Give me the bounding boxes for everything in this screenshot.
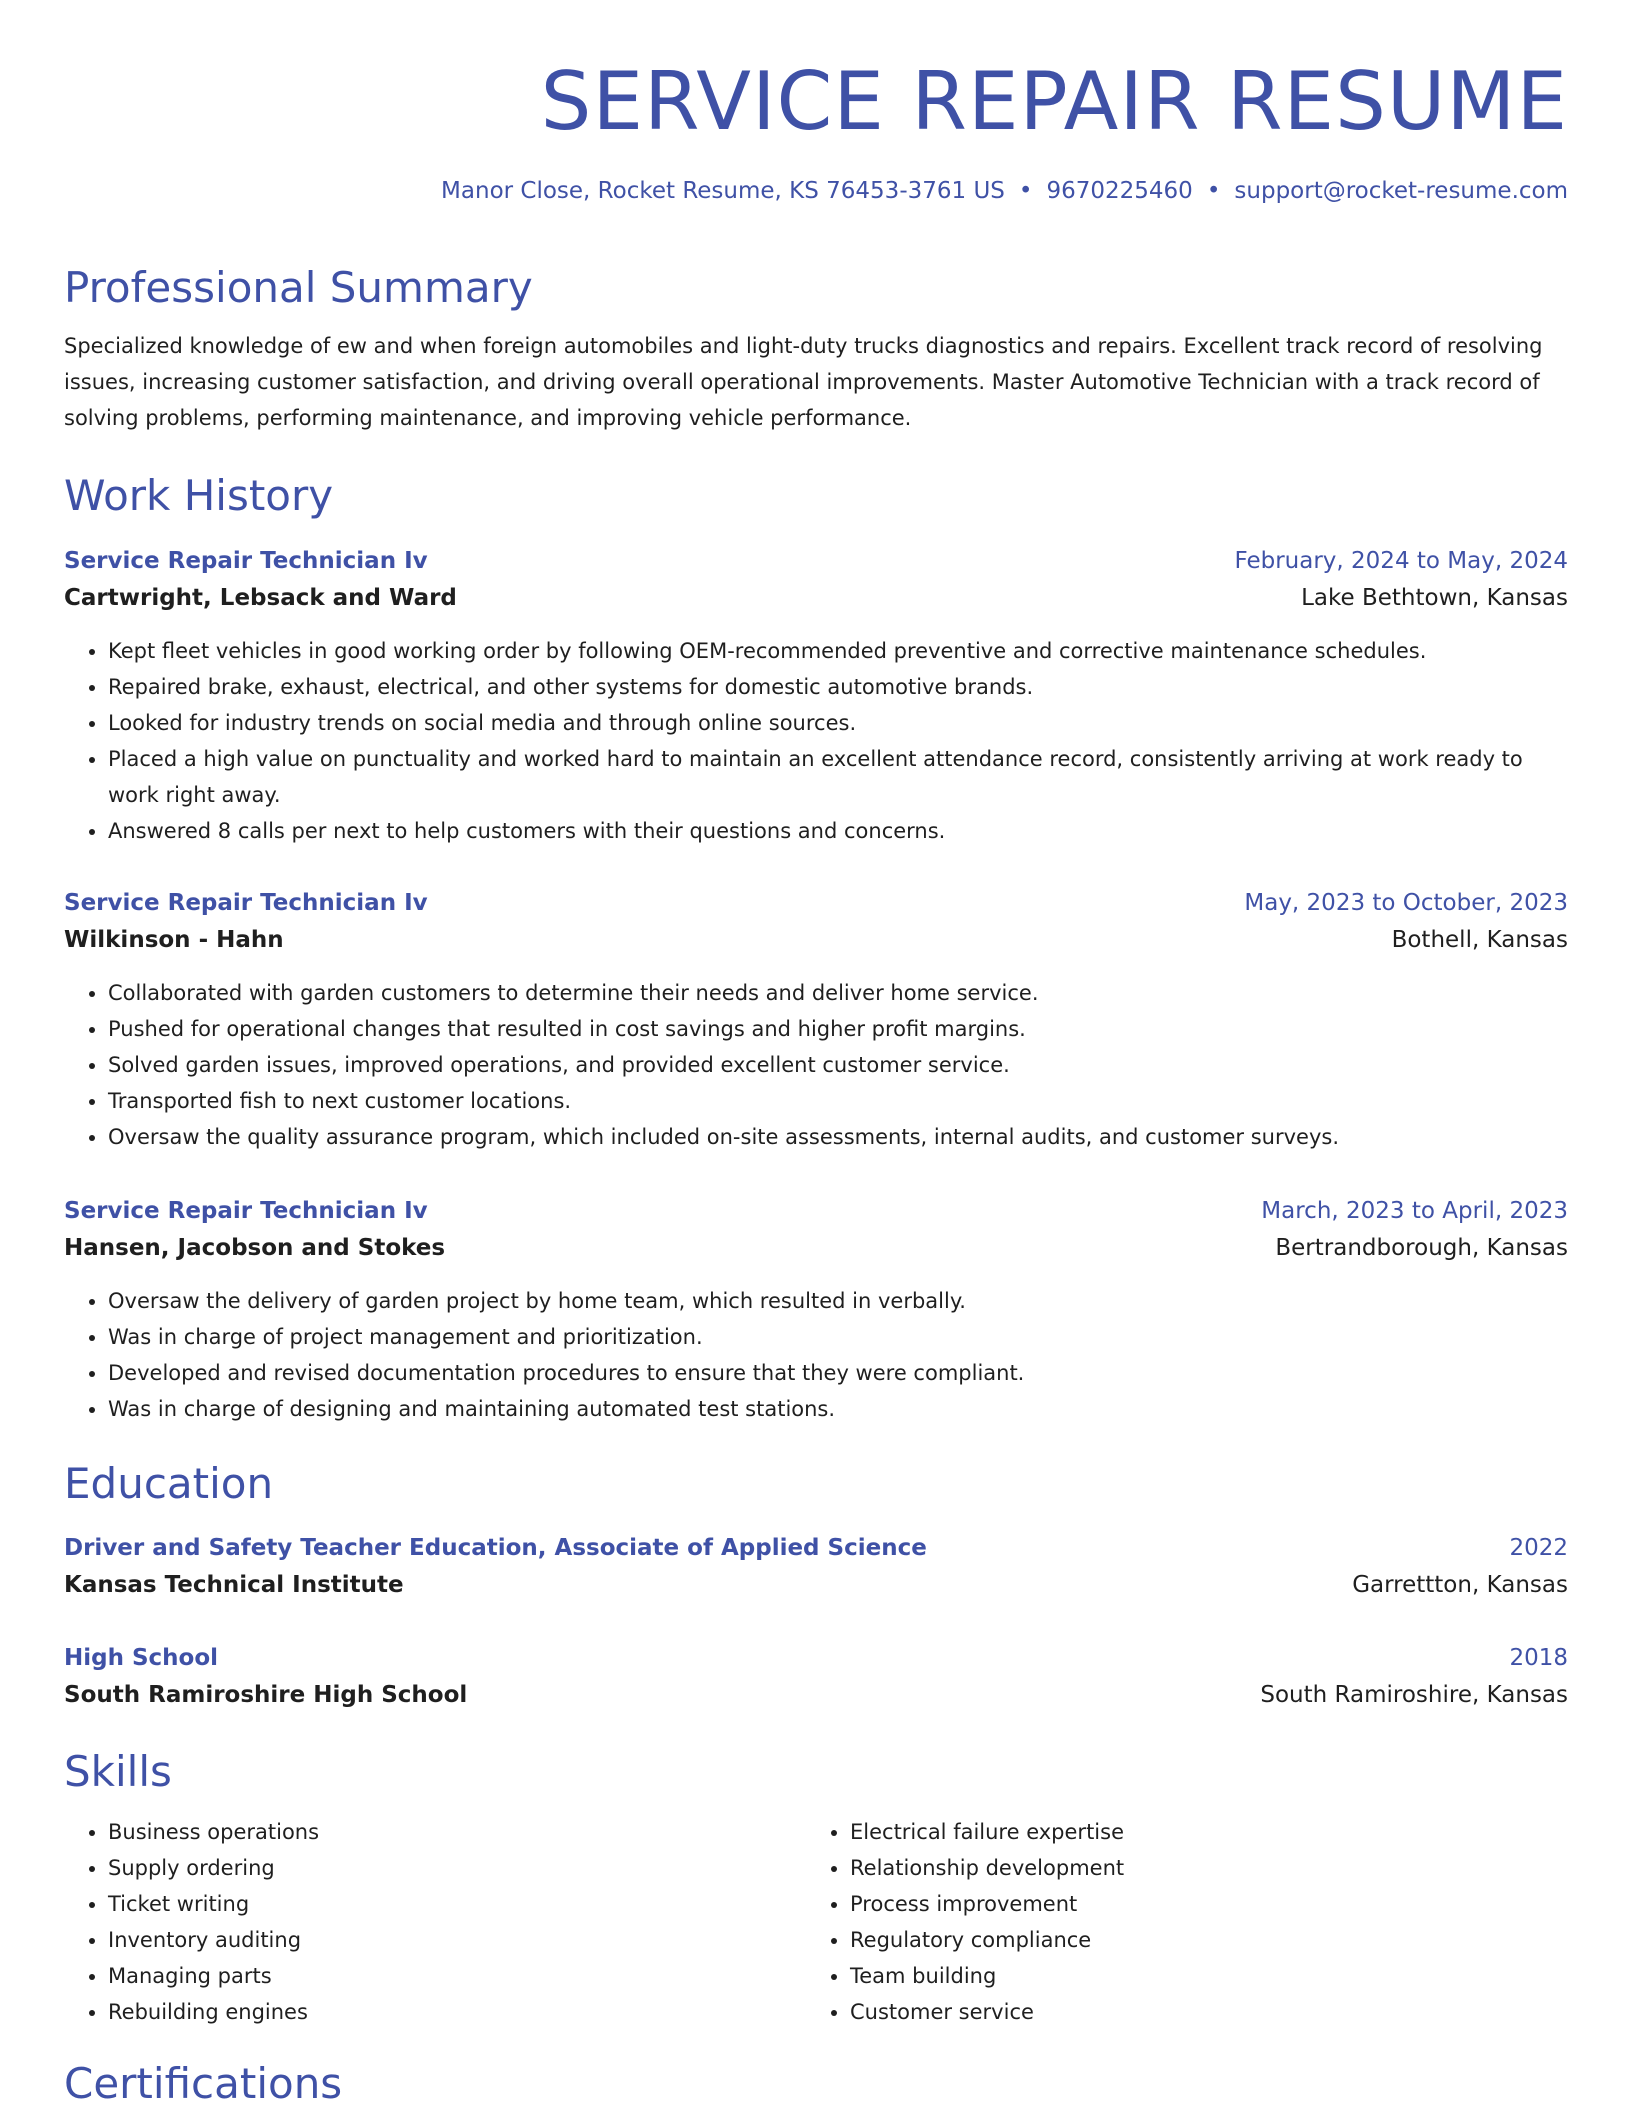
certifications-section: [64, 2058, 1568, 2110]
job-bullet: • Answered 8 calls per next to help customers with their questions and concerns.: [108, 813, 1568, 849]
job-bullets: [64, 975, 1568, 1155]
job-bullet: • Kept fleet vehicles in good working order by following OEM-recommended preventive and corrective maintenance schedules.: [108, 633, 1568, 669]
skill-item: • Managing parts: [108, 1958, 806, 1994]
job-bullet: • Placed a high value on punctuality and worked hard to maintain an excellent attendance record, consistently arriving at work ready to work right away.: [108, 741, 1568, 813]
job-dates: February, 2024 to May, 2024: [1234, 548, 1568, 574]
resume-header: [64, 0, 1568, 206]
education-school: Kansas Technical Institute: [64, 1572, 404, 1598]
skill-item: • Business operations: [108, 1814, 806, 1850]
job-company: Cartwright, Lebsack and Ward: [64, 585, 457, 611]
job-role: Service Repair Technician Iv: [64, 548, 428, 574]
job-bullet: • Oversaw the delivery of garden project by home team, which resulted in verbally.: [108, 1283, 1568, 1319]
education-entry: [64, 1530, 1568, 1604]
job-company: Wilkinson - Hahn: [64, 927, 284, 953]
education-section: [64, 1458, 1568, 1510]
job-bullets: [64, 1283, 1568, 1427]
contact-separator: •: [1018, 178, 1033, 204]
section-title-skills: Skills: [64, 1747, 172, 1796]
education-location: South Ramiroshire, Kansas: [1260, 1682, 1568, 1708]
skill-item: • Regulatory compliance: [850, 1922, 1548, 1958]
section-title-certifications: Certifications: [64, 2059, 343, 2108]
job-role: Service Repair Technician Iv: [64, 1198, 428, 1224]
job-bullet: • Was in charge of project management and prioritization.: [108, 1319, 1568, 1355]
resume-name: SERVICE REPAIR RESUME: [540, 55, 1568, 148]
job-entry: [64, 1193, 1568, 1427]
education-year: 2022: [1509, 1535, 1568, 1561]
skill-item: • Rebuilding engines: [108, 1994, 806, 2030]
contact-phone: 9670225460: [1046, 178, 1193, 204]
resume-page: [64, 0, 1568, 2108]
education-school: South Ramiroshire High School: [64, 1682, 468, 1708]
job-bullet: • Transported fish to next customer locations.: [108, 1083, 1568, 1119]
contact-email: support@rocket-resume.com: [1234, 178, 1568, 204]
skills-columns: [64, 1814, 1568, 2030]
job-location: Bothell, Kansas: [1391, 927, 1568, 953]
summary-section: [64, 262, 1568, 436]
section-title-work-history: Work History: [64, 471, 334, 520]
job-entry: [64, 885, 1568, 1155]
contact-separator: •: [1206, 178, 1221, 204]
education-degree: High School: [64, 1645, 219, 1671]
section-title-education: Education: [64, 1459, 274, 1508]
skill-item: • Electrical failure expertise: [850, 1814, 1548, 1850]
job-bullet: • Developed and revised documentation procedures to ensure that they were compliant.: [108, 1355, 1568, 1391]
contact-line: [64, 176, 1568, 206]
job-bullet: • Looked for industry trends on social media and through online sources.: [108, 705, 1568, 741]
job-bullet: • Repaired brake, exhaust, electrical, and other systems for domestic automotive brands.: [108, 669, 1568, 705]
education-location: Garrettton, Kansas: [1352, 1572, 1568, 1598]
job-bullets: [64, 633, 1568, 849]
skills-list-left: [64, 1814, 806, 2030]
education-entry: [64, 1640, 1568, 1714]
skills-section: [64, 1746, 1568, 2030]
job-dates: May, 2023 to October, 2023: [1244, 890, 1568, 916]
skill-item: • Ticket writing: [108, 1886, 806, 1922]
skill-item: • Inventory auditing: [108, 1922, 806, 1958]
skill-item: • Team building: [850, 1958, 1548, 1994]
job-role: Service Repair Technician Iv: [64, 890, 428, 916]
job-bullet: • Pushed for operational changes that resulted in cost savings and higher profit margins.: [108, 1011, 1568, 1047]
skills-list-right: [806, 1814, 1548, 2030]
job-dates: March, 2023 to April, 2023: [1261, 1198, 1568, 1224]
job-company: Hansen, Jacobson and Stokes: [64, 1235, 446, 1261]
job-bullet: • Solved garden issues, improved operations, and provided excellent customer service.: [108, 1047, 1568, 1083]
job-location: Lake Bethtown, Kansas: [1301, 585, 1568, 611]
job-entry: [64, 543, 1568, 849]
contact-address: Manor Close, Rocket Resume, KS 76453-3761 US: [441, 178, 1005, 204]
job-bullet: • Oversaw the quality assurance program, which included on-site assessments, internal audits, and customer surveys.: [108, 1119, 1568, 1155]
job-bullet: • Was in charge of designing and maintaining automated test stations.: [108, 1391, 1568, 1427]
work-history-section: [64, 470, 1568, 522]
skill-item: • Customer service: [850, 1994, 1548, 2030]
job-bullet: • Collaborated with garden customers to determine their needs and deliver home service.: [108, 975, 1568, 1011]
skill-item: • Process improvement: [850, 1886, 1548, 1922]
summary-text: Specialized knowledge of ew and when foreign automobiles and light-duty trucks diagnostics and repairs. Excellent track record of resolving issues, increasing customer satisfaction, and driving overall operational improvements. Master Automotive Technician with a track record of solving problems, performing maintenance, and improving vehicle performance.: [64, 334, 1543, 430]
skill-item: • Relationship development: [850, 1850, 1548, 1886]
job-location: Bertrandborough, Kansas: [1275, 1235, 1568, 1261]
education-degree: Driver and Safety Teacher Education, Associate of Applied Science: [64, 1535, 927, 1561]
education-year: 2018: [1509, 1645, 1568, 1671]
skill-item: • Supply ordering: [108, 1850, 806, 1886]
section-title-summary: Professional Summary: [64, 263, 533, 312]
